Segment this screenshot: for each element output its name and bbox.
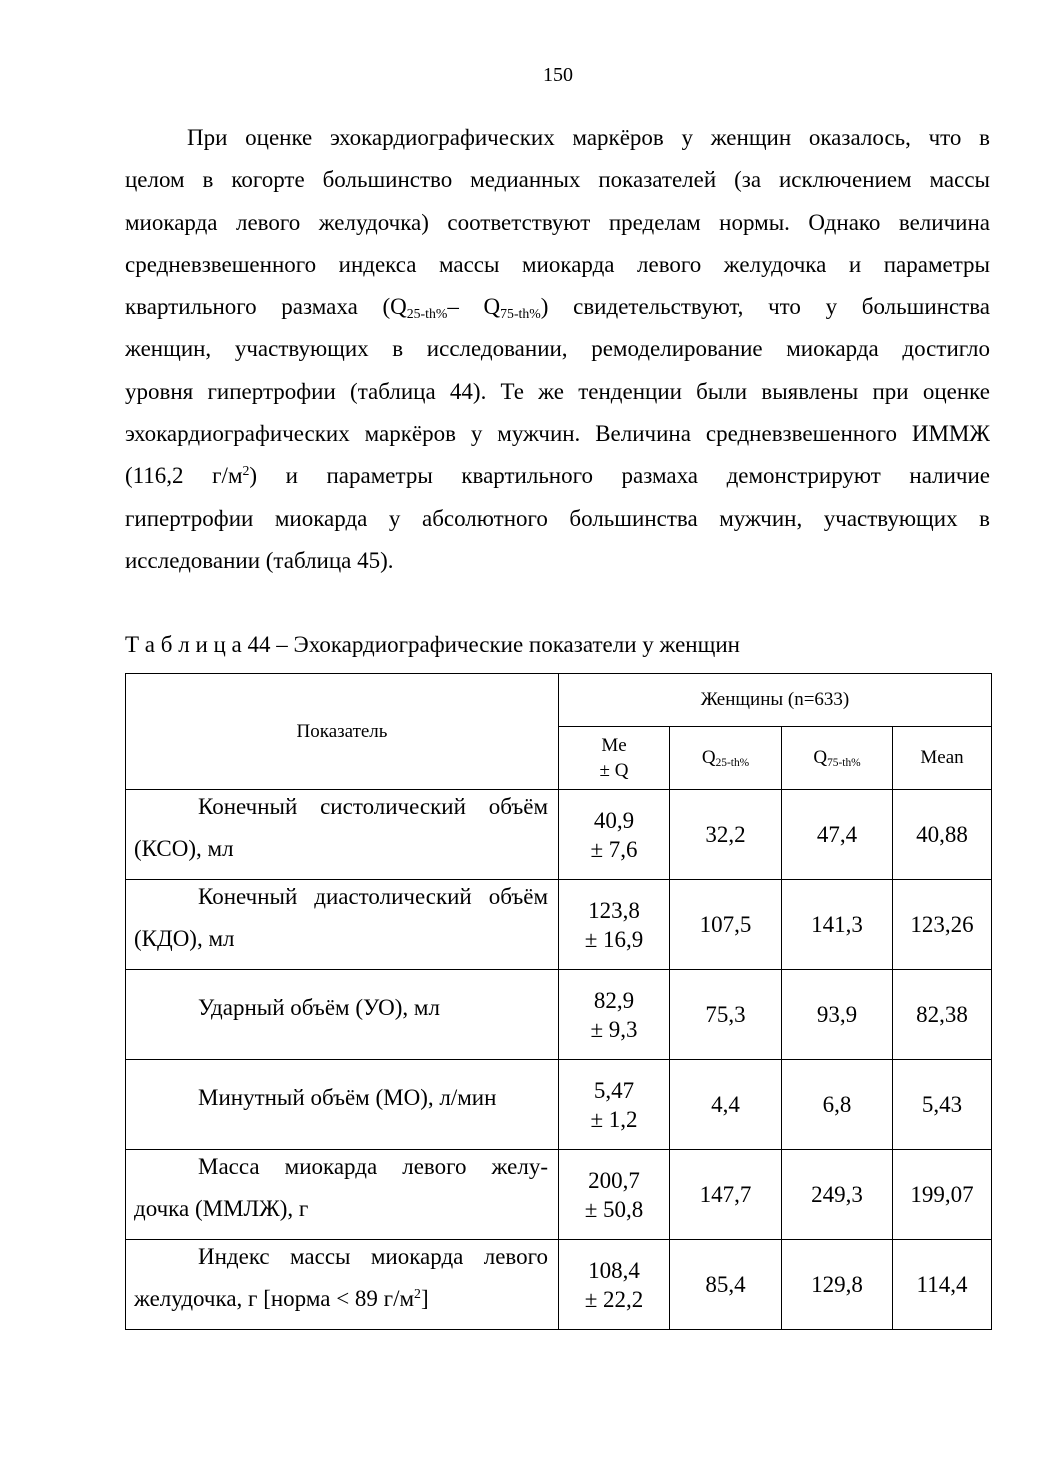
indicator-cell — [126, 1150, 559, 1240]
group-header: Женщины (n=633) — [559, 674, 992, 727]
q25-cell: 107,5 — [670, 880, 782, 970]
indicator-cell — [126, 970, 559, 1060]
q25-cell: 147,7 — [670, 1150, 782, 1240]
q25-header — [670, 727, 782, 790]
q25-cell: 75,3 — [670, 970, 782, 1060]
indicator-line: (КСО), мл — [134, 836, 234, 861]
median-value: 108,4 — [588, 1257, 640, 1283]
paragraph-line: исследовании (таблица 45). — [125, 547, 394, 573]
median-value: 200,7 — [588, 1167, 640, 1193]
indicator-text: желудочка, г [норма < 89 г/м — [134, 1286, 415, 1311]
indicator-cell — [126, 1240, 559, 1330]
median-header — [559, 727, 670, 790]
q25-cell: 32,2 — [670, 790, 782, 880]
q75-cell: 93,9 — [782, 970, 893, 1060]
mean-cell: 123,26 — [893, 880, 992, 970]
median-cell — [559, 1060, 670, 1150]
subscript: 75-th% — [827, 757, 861, 770]
paragraph-text: ) свидетельствуют, что у большинства — [540, 294, 990, 320]
median-value: 123,8 — [588, 897, 640, 923]
median-spread: ± 16,9 — [584, 926, 644, 952]
subscript: 75-th% — [500, 306, 541, 322]
mean-cell: 40,88 — [893, 790, 992, 880]
paragraph-line: уровня гипертрофии (таблица 44). Те же тенденции были выявлены при оценке — [125, 378, 990, 404]
median-cell — [559, 790, 670, 880]
q-letter: Q — [813, 747, 828, 768]
q75-cell: 141,3 — [782, 880, 893, 970]
table-row — [126, 970, 992, 1060]
median-header-line: Me — [601, 735, 627, 756]
median-value: 40,9 — [593, 807, 635, 833]
mean-header: Mean — [893, 727, 992, 790]
indicator-line: Масса миокарда левого желу- — [198, 1154, 548, 1179]
indicator-line: Индекс массы миокарда левого — [198, 1244, 548, 1269]
indicator-line: Ударный объём (УО), мл — [198, 995, 440, 1020]
q-letter: Q — [701, 747, 716, 768]
indicator-line: Конечный диастолический объём — [198, 884, 548, 909]
indicator-header: Показатель — [126, 674, 559, 790]
paragraph-text: (116,2 г/м — [125, 463, 243, 489]
mean-cell: 114,4 — [893, 1240, 992, 1330]
table-row — [126, 1060, 992, 1150]
q25-cell: 85,4 — [670, 1240, 782, 1330]
paragraph-line: средневзвешенного индекса массы миокарда левого желудочка и параметры — [125, 251, 990, 277]
paragraph-line: эхокардиографических маркёров у мужчин. Величина средневзвешенного ИММЖ — [125, 421, 990, 447]
paragraph-text: ) и параметры квартильного размаха демонстрируют наличие — [249, 463, 990, 489]
indicator-cell — [126, 880, 559, 970]
q75-header — [782, 727, 893, 790]
table-row — [126, 1150, 992, 1240]
header-row — [126, 674, 992, 727]
indicator-line: Минутный объём (МО), л/мин — [198, 1085, 497, 1110]
paragraph-line: женщин, участвующих в исследовании, ремоделирование миокарда достигло — [125, 336, 990, 362]
median-spread: ± 50,8 — [584, 1196, 644, 1222]
q75-cell: 129,8 — [782, 1240, 893, 1330]
paragraph-line: гипертрофии миокарда у абсолютного большинства мужчин, участвующих в — [125, 505, 990, 531]
mean-cell: 82,38 — [893, 970, 992, 1060]
echocardiography-table — [125, 673, 992, 1330]
mean-cell: 199,07 — [893, 1150, 992, 1240]
median-spread: ± 9,3 — [590, 1016, 638, 1042]
median-cell — [559, 1240, 670, 1330]
subscript: 25-th% — [715, 757, 750, 770]
paragraph-line — [125, 455, 990, 497]
indicator-line: (КДО), мл — [134, 926, 235, 951]
indicator-cell — [126, 790, 559, 880]
median-cell — [559, 880, 670, 970]
table-row — [126, 880, 992, 970]
median-header-line: ± Q — [599, 760, 629, 781]
indicator-cell — [126, 1060, 559, 1150]
subscript: 25-th% — [406, 306, 448, 322]
paragraph-line: целом в когорте большинство медианных показателей (за исключением массы — [125, 167, 990, 193]
page-number: 150 — [543, 64, 573, 86]
indicator-line — [134, 1278, 548, 1320]
superscript: 2 — [242, 463, 250, 479]
table-caption: Т а б л и ц а 44 – Эхокардиографические показатели у женщин — [125, 632, 740, 657]
paragraph-line — [125, 286, 990, 328]
body-paragraph — [125, 117, 990, 582]
median-value: 82,9 — [593, 987, 635, 1013]
median-spread: ± 7,6 — [590, 836, 638, 862]
paragraph-line: миокарда левого желудочка) соответствуют пределам нормы. Однако величина — [125, 209, 990, 235]
paragraph-text: – Q — [447, 294, 501, 320]
median-value: 5,47 — [593, 1077, 635, 1103]
q75-cell: 6,8 — [782, 1060, 893, 1150]
indicator-text: ] — [420, 1286, 429, 1311]
indicator-line: Конечный систолический объём — [198, 794, 548, 819]
superscript: 2 — [414, 1285, 421, 1301]
paragraph-line: При оценке эхокардиографических маркёров у женщин оказалось, что в — [187, 125, 990, 150]
median-cell — [559, 970, 670, 1060]
indicator-line: дочка (ММЛЖ), г — [134, 1196, 309, 1221]
paragraph-text: квартильного размаха (Q — [125, 294, 407, 320]
q25-cell: 4,4 — [670, 1060, 782, 1150]
table-row — [126, 790, 992, 880]
q75-cell: 249,3 — [782, 1150, 893, 1240]
table-row — [126, 1240, 992, 1330]
median-spread: ± 22,2 — [584, 1286, 644, 1312]
median-cell — [559, 1150, 670, 1240]
q75-cell: 47,4 — [782, 790, 893, 880]
mean-cell: 5,43 — [893, 1060, 992, 1150]
median-spread: ± 1,2 — [590, 1106, 638, 1132]
